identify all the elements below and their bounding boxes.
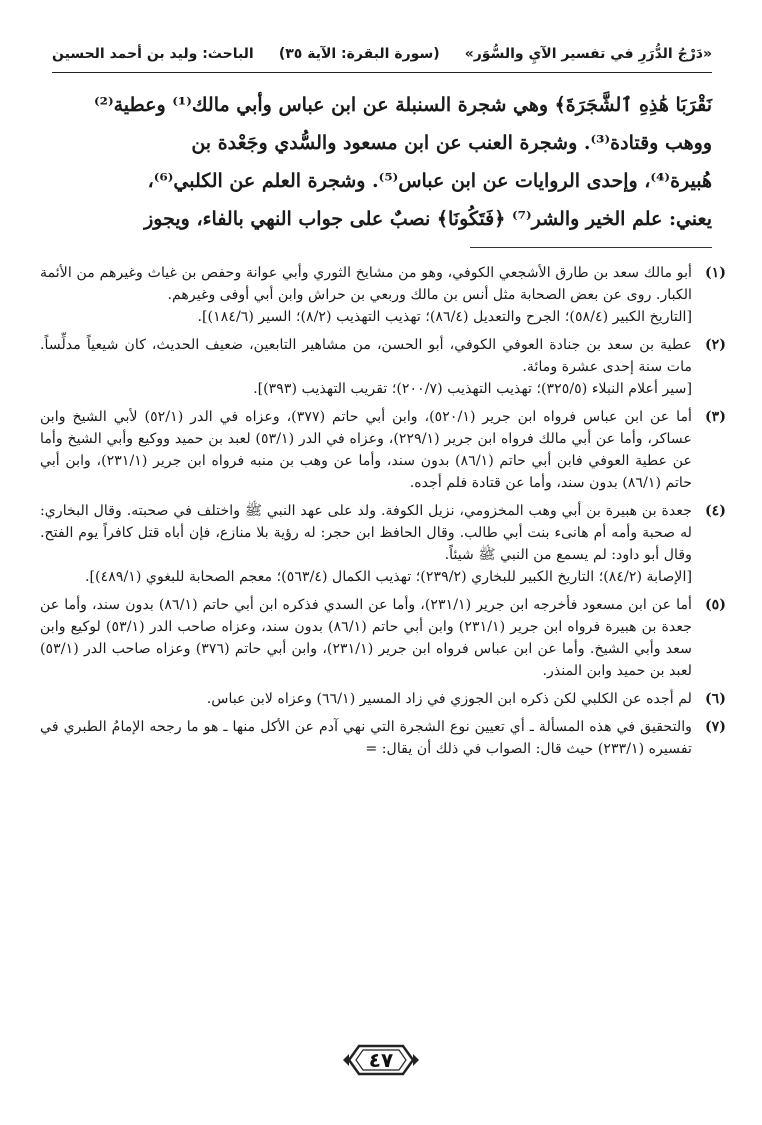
footnote-number: (١) [704,265,726,281]
footnote-number: (٤) [704,503,726,519]
footnote [40,262,726,328]
footnote [40,594,726,682]
page-number-text: ٤٧ [368,1048,394,1072]
surah-reference: (سورة البقرة: الآية ٣٥) [278,46,440,62]
footnote-number: (٥) [704,597,726,613]
footnote-number: (٢) [704,337,726,353]
header-divider [52,72,712,73]
researcher-name: الباحث: وليد بن أحمد الحسين [52,46,254,62]
footnote-citation: [الإصابة (٨٤/٢)؛ التاريخ الكبير للبخاري (٢٣٩/٢)؛ تهذيب الكمال (٥٦٣/٤)؛ معجم الصحابة للبغوي (٤٨٩/١)]. [85,569,692,585]
footnote-citation: [سير أعلام النبلاء (٣٢٥/٥)؛ تهذيب التهذيب (٢٠٠/٧)؛ تقريب التهذيب (٣٩٣)]. [253,381,692,397]
footnotes [40,262,726,766]
footnote [40,406,726,494]
footnote-text: والتحقيق في هذه المسألة ـ أي تعيين نوع الشجرة التي نهي آدم عن الأكل منها ـ هو ما رجحه الإمامُ الطبري في تفسيره (٢٣٣/١) حيث قال: الصواب في ذلك أن يقال: = [40,719,692,757]
footnote-divider [470,247,712,248]
footnote-number: (٧) [704,719,726,735]
main-text-line: يعني: علم الخير والشر⁽⁷⁾ ﴿فَتَكُونَا﴾ نصبٌ على جواب النهي بالفاء، ويجوز [144,208,712,230]
footnote-citation: [التاريخ الكبير (٥٨/٤)؛ الجرح والتعديل (٨٦/٤)؛ تهذيب التهذيب (٨/٢)؛ السير (١٨٤/٦)]. [197,309,692,325]
footnote-text: أما عن ابن مسعود فأخرجه ابن جرير (٢٣١/١)، وأما عن السدي فذكره ابن أبي حاتم (٨٦/١) بدون سند، وأما عن جعدة بن هبيرة فرواه ابن جرير (٢٣١/١) وابن أبي حاتم (٨٦/١) بدون سند، وعزاه صاحب الدر (٥٣/١) لوكيع وابن سعد وأبي الشيخ. وأما عن ابن عباس فرواه ابن جرير (٢٣١/١)، وابن أبي حاتم (٣٧٦) وعزاه صاحب الدر (٥٣/١) لعبد بن حميد وابن المنذر. [40,597,692,679]
page-header [52,38,712,70]
footnote [40,334,726,400]
footnote-text: عطية بن سعد بن جنادة العوفي الكوفي، أبو الحسن، من مشاهير التابعين، ضعيف الحديث، كان شيعياً مدلِّساً. مات سنة إحدى عشرة ومائة. [40,337,692,375]
main-text-line: ووهب وقتادة⁽³⁾. وشجرة العنب عن ابن مسعود والسُّدي وجَعْدة بن [191,132,712,154]
main-text-line: هُبيرة⁽⁴⁾، وإحدى الروايات عن ابن عباس⁽⁵⁾. وشجرة العلم عن الكلبي⁽⁶⁾، [147,170,712,192]
footnote-text: لم أجده عن الكلبي لكن ذكره ابن الجوزي في زاد المسير (٦٦/١) وعزاه لابن عباس. [206,691,692,707]
footnote-text: أما عن ابن عباس فرواه ابن جرير (٥٢٠/١)، وابن أبي حاتم (٣٧٧)، وعزاه في الدر (٥٢/١) لأبي الشيخ وابن عساكر، وأما عن أبي مالك فرواه ابن جرير (٢٢٩/١)، وعزاه في الدر (٥٣/١) لعبد بن حميد ووكيع وأبي الشيخ وأما عن عطية العوفي فابن أبي حاتم (٨٦/١) بدون سند، وأما عن وهب بن منبه فرواه ابن جرير (٢٣١/١)، وابن أبي حاتم (٨٦/١) بدون سند، وأما عن قتادة فلم أجده. [40,409,692,491]
book-title: «دَرْجُ الدُّرَرِ في تفسير الآيِ والسُّوَر» [464,46,712,62]
footnote-text: أبو مالك سعد بن طارق الأشجعي الكوفي، وهو من مشايخ الثوري وأبي عوانة وحفص بن غياث وغيرهم من الأئمة الكبار. روى عن بعض الصحابة مثل أنس بن مالك وربعي بن حراش وابن أبي أوفى وغيرهم. [40,265,692,303]
footnote [40,500,726,588]
footnote-number: (٦) [704,691,726,707]
page-number [341,1040,421,1080]
main-text [52,86,712,238]
main-text-line: نَقْرَبَا هَٰذِهِ ٱلشَّجَرَةَ﴾ وهي شجرة السنبلة عن ابن عباس وأبي مالك⁽¹⁾ وعطية⁽²⁾ [93,94,712,116]
footnote-text: جعدة بن هبيرة بن أبي وهب المخزومي، نزيل الكوفة. ولد على عهد النبي ﷺ واختلف في صحبته. وقال البخاري: له صحبة وأمه أم هانىء بنت أبي طالب. وقال الحافظ ابن حجر: له رؤية بلا منازع، فإن أباه قتل كافراً يوم الفتح. وقال أبو داود: لم يسمع من النبي ﷺ شيئاً. [40,503,692,563]
footnote [40,688,726,710]
footnote [40,716,726,760]
footnote-number: (٣) [704,409,726,425]
